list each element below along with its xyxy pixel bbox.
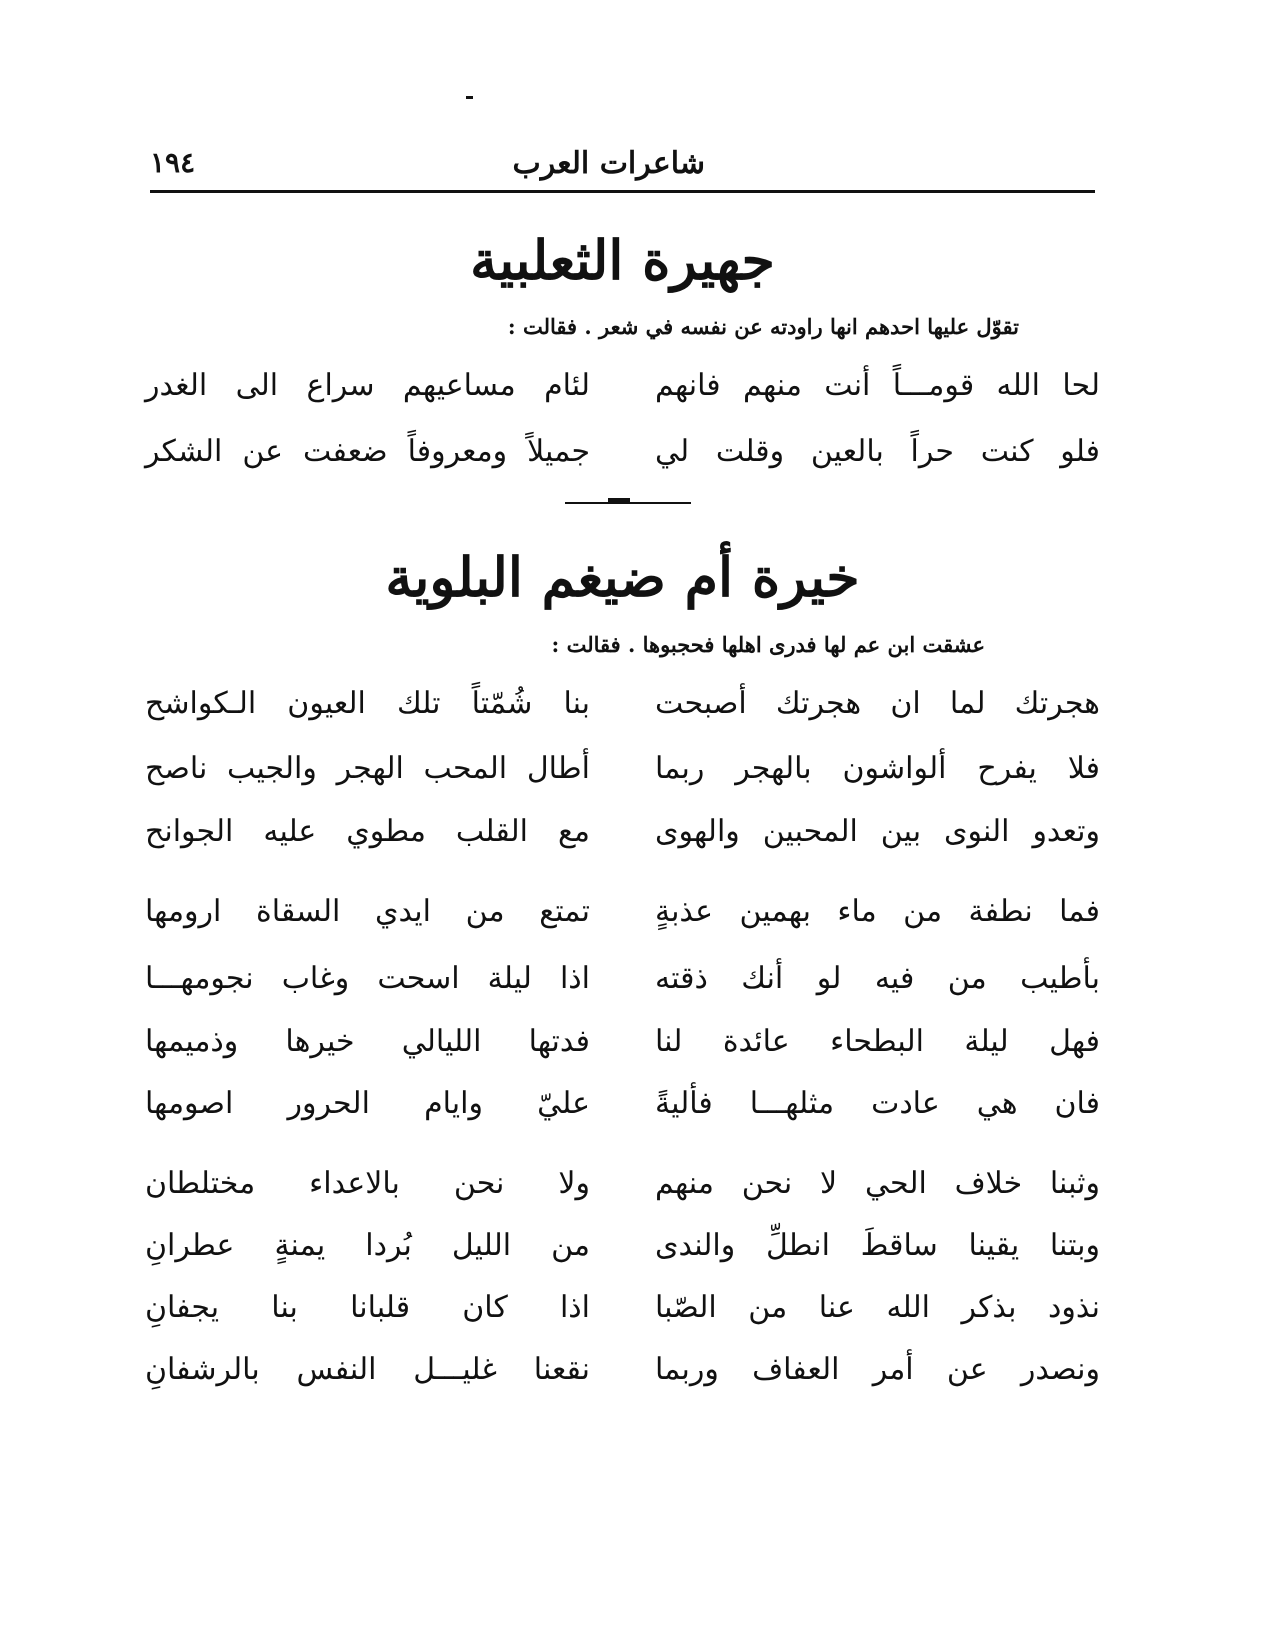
verse-line: [145, 1018, 1100, 1066]
verse-second-hemistich: جميلاً ومعروفاً ضعفت عن الشكر: [145, 434, 590, 469]
section-title: جهيرة الثعلبية: [470, 228, 775, 292]
verse-first-hemistich: وبتنا يقينا ساقطَ انطلِّ والندى: [655, 1228, 1100, 1263]
verse-first-hemistich: وتعدو النوى بين المحبين والهوى: [655, 814, 1100, 849]
section-intro: عشقت ابن عم لها فدرى اهلها فحجبوها . فقالت :: [551, 632, 985, 657]
verse-first-hemistich: فلا يفرح ألواشون بالهجر ربما: [655, 751, 1100, 786]
verse-line: [145, 1222, 1100, 1270]
verse-line: [145, 428, 1100, 476]
verse-second-hemistich: أطال المحب الهجر والجيب ناصح: [145, 751, 590, 786]
verse-second-hemistich: تمتع من ايدي السقاة ارومها: [145, 894, 590, 929]
section-intro: تقوّل عليها احدهم انها راودته عن نفسه في شعر . فقالت :: [507, 314, 1019, 339]
verse-first-hemistich: وثبنا خلاف الحي لا نحن منهم: [655, 1166, 1100, 1201]
verse-second-hemistich: من الليل بُردا يمنةٍ عطرانِ: [145, 1228, 590, 1263]
section-title: خيرة أم ضيغم البلوية: [385, 545, 860, 609]
header-rule: [150, 190, 1095, 193]
verse-first-hemistich: بأطيب من فيه لو أنك ذقته: [655, 961, 1100, 996]
verse-first-hemistich: فان هي عادت مثلهـــا فأليةً: [655, 1086, 1100, 1121]
verse-second-hemistich: بنا شُمّتاً تلك العيون الـكواشح: [145, 686, 590, 721]
verse-first-hemistich: فهل ليلة البطحاء عائدة لنا: [655, 1024, 1100, 1059]
verse-line: [145, 1284, 1100, 1332]
verse-second-hemistich: اذا كان قلبانا بنا يجفانِ: [145, 1290, 590, 1325]
verse-line: [145, 888, 1100, 936]
verse-second-hemistich: نقعنا غليـــل النفس بالرشفانِ: [145, 1352, 590, 1387]
verse-second-hemistich: لئام مساعيهم سراع الى الغدر: [145, 368, 590, 403]
verse-first-hemistich: نذود بذكر الله عنا من الصّبا: [655, 1290, 1100, 1325]
verse-line: [145, 1080, 1100, 1128]
verse-second-hemistich: ولا نحن بالاعداء مختلطان: [145, 1166, 590, 1201]
verse-second-hemistich: فدتها الليالي خيرها وذميمها: [145, 1024, 590, 1059]
verse-line: [145, 1346, 1100, 1394]
running-header: [150, 140, 1095, 190]
verse-line: [145, 1160, 1100, 1208]
verse-line: [145, 745, 1100, 793]
page-number: ١٩٤: [150, 146, 196, 179]
verse-first-hemistich: ونصدر عن أمر العفاف وربما: [655, 1352, 1100, 1387]
verse-first-hemistich: هجرتك لما ان هجرتك أصبحت: [655, 686, 1100, 721]
verse-line: [145, 680, 1100, 728]
verse-first-hemistich: فما نطفة من ماء بهمين عذبةٍ: [655, 894, 1100, 929]
verse-second-hemistich: عليّ وايام الحرور اصومها: [145, 1086, 590, 1121]
ink-speck: [466, 96, 473, 99]
verse-first-hemistich: لحا الله قومـــاً أنت منهم فانهم: [655, 368, 1100, 403]
verse-line: [145, 955, 1100, 1003]
verse-line: [145, 362, 1100, 410]
separator-mark: [608, 498, 630, 504]
verse-second-hemistich: مع القلب مطوي عليه الجوانح: [145, 814, 590, 849]
verse-second-hemistich: اذا ليلة اسحت وغاب نجومهـــا: [145, 961, 590, 996]
running-title: شاعرات العرب: [512, 146, 705, 181]
verse-line: [145, 808, 1100, 856]
verse-first-hemistich: فلو كنت حراً بالعين وقلت لي: [655, 434, 1100, 469]
